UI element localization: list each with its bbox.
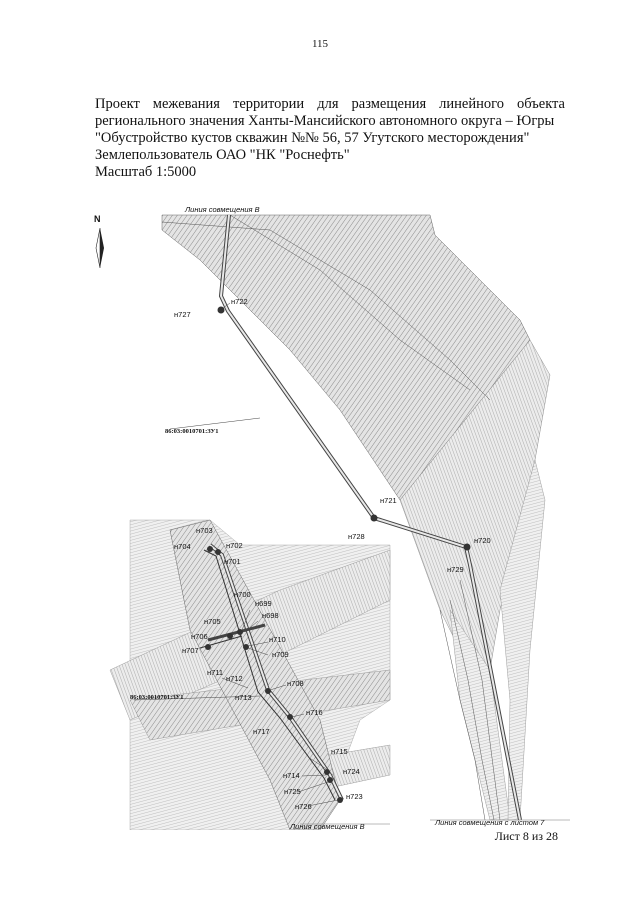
label-n729: н729 bbox=[447, 565, 464, 574]
cadastral-number-1: 86:03:0010701:ЗУ1 bbox=[165, 428, 219, 435]
north-arrow-icon bbox=[94, 214, 104, 268]
heading-line-4: Землепользователь ОАО "НК "Роснефть" bbox=[95, 147, 350, 163]
match-line-top-label: Линия совмещения В bbox=[185, 205, 260, 214]
label-n704: н704 bbox=[174, 542, 191, 551]
label-n722: н722 bbox=[231, 297, 248, 306]
label-n721: н721 bbox=[380, 496, 397, 505]
label-n711: н711 bbox=[207, 668, 224, 677]
label-n708: н708 bbox=[287, 679, 304, 688]
match-line-bottom-label: Линия совмещения В bbox=[290, 822, 365, 830]
svg-text:N: N bbox=[94, 214, 101, 224]
label-n724: н724 bbox=[343, 767, 360, 776]
label-n699: н699 bbox=[255, 599, 272, 608]
label-n714: н714 bbox=[283, 771, 300, 780]
label-n707: н707 bbox=[182, 646, 199, 655]
heading-line-3: "Обустройство кустов скважин №№ 56, 57 Угутского месторождения" bbox=[95, 130, 530, 146]
label-n723: н723 bbox=[346, 792, 363, 801]
heading-line-1: Проект межевания территории для размещения линейного объекта bbox=[95, 96, 565, 112]
label-n717: н717 bbox=[253, 727, 270, 736]
label-n706: н706 bbox=[191, 632, 208, 641]
label-n713: н713 bbox=[235, 693, 252, 702]
heading-line-2: регионального значения Ханты-Мансийского автономного округа – Югры bbox=[95, 113, 555, 129]
label-n705: н705 bbox=[204, 617, 221, 626]
label-n710: н710 bbox=[269, 635, 286, 644]
label-n727: н727 bbox=[174, 310, 191, 319]
label-n702: н702 bbox=[226, 541, 243, 550]
survey-map bbox=[90, 200, 570, 830]
label-n700: н700 bbox=[234, 590, 251, 599]
label-n728: н728 bbox=[348, 532, 365, 541]
sheet-number: Лист 8 из 28 bbox=[494, 829, 558, 843]
page-number: 115 bbox=[311, 38, 329, 50]
label-n701: н701 bbox=[224, 557, 241, 566]
label-n703: н703 bbox=[196, 526, 213, 535]
label-n698: н698 bbox=[262, 611, 279, 620]
heading-line-5: Масштаб 1:5000 bbox=[95, 164, 197, 180]
document-heading bbox=[95, 96, 565, 181]
label-n716: н716 bbox=[306, 708, 323, 717]
label-n709: н709 bbox=[272, 650, 289, 659]
map-canvas bbox=[90, 200, 570, 830]
cadastral-number-2: 86:03:0010701:ЗУ1 bbox=[130, 694, 184, 701]
label-n725: н725 bbox=[284, 787, 301, 796]
hatched-area-lower bbox=[110, 520, 390, 830]
label-n720: н720 bbox=[474, 536, 491, 545]
label-n726: н726 bbox=[295, 802, 312, 811]
match-line-sheet-label: Линия совмещения с листом 7 bbox=[435, 818, 545, 827]
label-n715: н715 bbox=[331, 747, 348, 756]
label-n712: н712 bbox=[226, 674, 243, 683]
